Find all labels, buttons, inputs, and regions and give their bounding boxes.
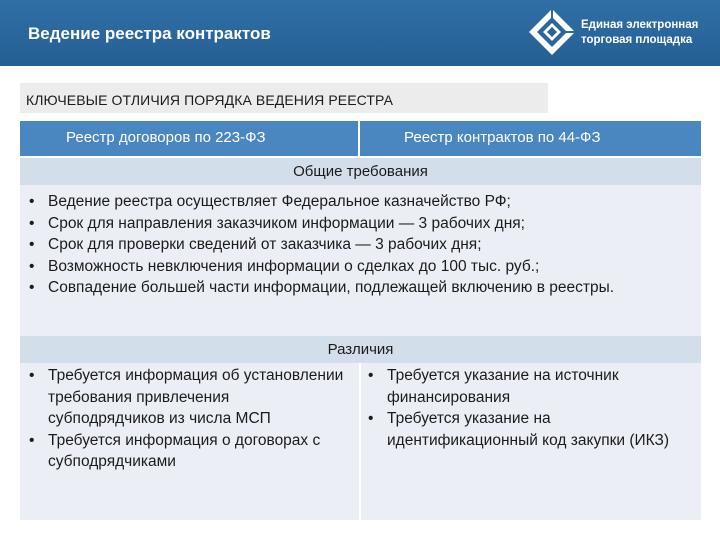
general-requirements-list	[24, 191, 664, 299]
differences-44fz-cell	[361, 363, 701, 520]
column-header-223fz-label: Реестр договоров по 223-ФЗ	[66, 129, 266, 146]
column-header-223fz	[20, 121, 358, 156]
slide-header	[0, 0, 720, 66]
section-differences-title: Различия	[327, 341, 394, 358]
list-item: • Срок для проверки сведений от заказчика — 3 рабочих дня;	[24, 234, 664, 256]
slide-title: Ведение реестра контрактов	[28, 24, 271, 43]
list-item: • Совпадение большей части информации, подлежащей включению в реестры.	[24, 277, 664, 299]
subtitle-bar	[20, 83, 548, 113]
list-item: • Требуется информация о договорах с субподрядчиками	[24, 430, 344, 473]
list-item: • Ведение реестра осуществляет Федеральное казначейство РФ;	[24, 191, 664, 213]
column-header-44fz	[360, 121, 701, 156]
section-general-title: Общие требования	[293, 163, 428, 180]
section-general-header	[20, 158, 701, 185]
subtitle: КЛЮЧЕВЫЕ ОТЛИЧИЯ ПОРЯДКА ВЕДЕНИЯ РЕЕСТРА	[26, 92, 394, 108]
list-item: • Срок для направления заказчиком информации — 3 рабочих дня;	[24, 213, 664, 235]
section-differences-header	[20, 336, 701, 363]
list-item: • Возможность невключения информации о сделках до 100 тыс. руб.;	[24, 256, 664, 278]
comparison-table	[20, 121, 701, 520]
list-item: • Требуется информация об установлении требования привлечения субподрядчиков из числа МСП	[24, 365, 344, 430]
differences-223fz-list	[24, 365, 344, 473]
list-item: • Требуется указание на идентификационный код закупки (ИКЗ)	[363, 408, 683, 451]
logo	[528, 8, 718, 58]
logo-line-2: торговая площадка	[581, 34, 693, 46]
differences-44fz-list	[363, 365, 683, 451]
logo-text	[581, 18, 698, 48]
column-header-44fz-label: Реестр контрактов по 44-ФЗ	[404, 129, 601, 146]
eetp-logo-icon	[528, 8, 576, 56]
list-item: • Требуется указание на источник финансирования	[363, 365, 683, 408]
differences-223fz-cell	[20, 363, 359, 520]
logo-line-1: Единая электронная	[581, 19, 699, 31]
general-requirements-cell	[20, 185, 701, 336]
